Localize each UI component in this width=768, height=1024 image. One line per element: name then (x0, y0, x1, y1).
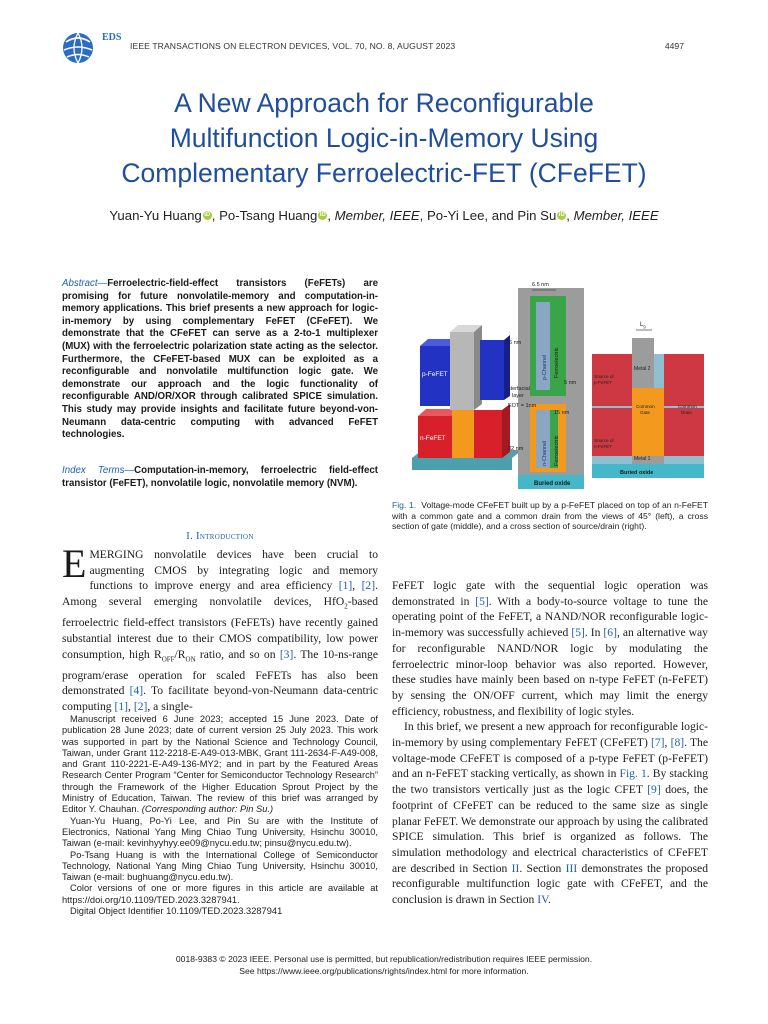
title-line-1: A New Approach for Reconfigurable (174, 88, 594, 118)
copyright-notice (60, 954, 708, 977)
right-column-text (392, 578, 708, 908)
page-number: 4497 (664, 41, 684, 51)
label-common-gate-1: Common (636, 404, 655, 409)
section-link[interactable]: III (565, 861, 578, 875)
dim-6-5nm: 6.5 nm (532, 282, 549, 288)
label-p-fefet: p-FeFET (422, 371, 448, 378)
citation-link[interactable]: [9] (647, 783, 661, 797)
footnote-color-versions: Color versions of one or more figures in this article are available at https://doi.org/10.1109/TED.2023.3287941. (62, 883, 378, 905)
footnote-affiliation-2: Po-Tsang Huang is with the International College of Semiconductor Technology, National Yang Ming Chiao Tung University, Hsinchu 30010, Taiwan (e-mail: bughuang@nycu.edu.tw). (62, 849, 378, 883)
label-ferroelectric-top: Ferroelectric (554, 347, 560, 378)
eds-logo-icon (58, 28, 122, 70)
citation-link[interactable]: [3] (279, 647, 294, 661)
author-4-membership: Member, IEEE (573, 208, 659, 223)
abstract-text: Ferroelectric-field-effect transistors (FeFETs) are promising for future nonvolatile-memory and computation-in-memory applications. This brief presents a new approach for logic-in-memory by using complementary FeFET (CFeFET). We demonstrate that the CFeFET can serve as a 2-to-1 multiplexer (MUX) with the ferroelectric polarization state acting as the selector. Furthermore, the CFeFET-based MUX can be exploited as a reconfigurable and nonvolatile multifunction logic gate. We demonstrate our approach and the logic functionality of reconfigurable AND/OR/XOR through calibrated SPICE simulation. This study may provide insights and facilitate future beyond-von-Neumann data-centric computing with advanced FeFET technologies. (62, 278, 378, 441)
footnote-doi: Digital Object Identifier 10.1109/TED.2023.3287941 (70, 906, 283, 917)
figure-1 (408, 268, 708, 494)
label-source-p-1: Source of (594, 374, 614, 379)
author-3-4: Po-Yi Lee, and Pin Su (427, 208, 557, 223)
dim-46nm: 46 nm (506, 340, 522, 346)
label-interfacial: Interfacial (506, 386, 530, 392)
copyright-line-2: See https://www.ieee.org/publications/rights/index.html for more information. (239, 965, 529, 976)
author-2: Po-Tsang Huang (219, 208, 318, 223)
label-source-n-1: Source of (594, 438, 614, 443)
dim-32nm: 32 nm (508, 446, 524, 452)
title-line-2: Multifunction Logic-in-Memory Using (169, 123, 599, 153)
eds-logo (58, 28, 122, 70)
index-terms-label: Index Terms— (62, 465, 135, 476)
citation-link[interactable]: [6] (603, 626, 617, 640)
citation-link[interactable]: [1] (338, 579, 353, 593)
citation-link[interactable]: [1] (114, 699, 129, 713)
index-terms-text: Computation-in-memory, ferroelectric field-effect transistor (FeFET), nonvolatile logic, nonvolatile memory (NVM). (62, 465, 378, 489)
label-layer: layer (512, 393, 524, 399)
orcid-icon[interactable]: iD (319, 212, 326, 218)
introduction-text: EMERGING nonvolatile devices have been crucial to augmenting CMOS by integrating logic and memory functions to improve energy and area efficiency [1], [2]. Among several emerging nonvolatile devices, HfO$_2$-based ferroelectric field-effect transistors (FeFETs) have recently gained substantial interest due to their CMOS compatibility, low power consumption, high $R_{OFF}/R_{ON}$ ratio, and so on [3]. The 10-ns-range program/erase operation for scaled FeFETs has also been demonstrated [4]. To facilitate beyond-von-Neumann data-centric computing [1], [2], a single- (62, 541, 378, 713)
footnote-affiliation-1: Yuan-Yu Huang, Po-Yi Lee, and Pin Su are with the Institute of Electronics, National Yang Ming Chiao Tung University, Hsinchu 30010, Taiwan (e-mail: kevinhyyhyy.ee09@nycu.edu.tw; pinsu@nycu.edu.tw). (62, 815, 378, 849)
author-2-membership: Member, IEEE (334, 208, 420, 223)
author-list: Yuan-Yu Huang iD , Po-Tsang Huang iD , Member, IEEE, Po-Yi Lee, and Pin Su iD , Member, IEEE (109, 208, 659, 223)
caption-label: Fig. 1. (392, 500, 417, 510)
citation-link[interactable]: [7] (650, 736, 665, 750)
label-buried-oxide-right: Buried oxide (620, 470, 654, 476)
paper-title (60, 86, 708, 191)
citation-link[interactable]: [2] (133, 699, 148, 713)
section-link[interactable]: IV (537, 893, 548, 907)
source-drain-cross-section (592, 322, 704, 478)
label-eot: EOT = 1nm (508, 403, 537, 409)
copyright-line-1: 0018-9383 © 2023 IEEE. Personal use is permitted, but republication/redistribution requires IEEE permission. (175, 954, 593, 964)
label-common-gate-2: Gate (640, 410, 650, 415)
label-common-drain-1: Common (678, 404, 697, 409)
citation-link[interactable]: [5] (571, 626, 585, 640)
gate-cross-section (506, 282, 584, 489)
label-metal-2: Metal 2 (634, 366, 651, 372)
section-heading-introduction: I. Introduction (186, 531, 254, 542)
label-ferroelectric-bottom: Ferroelectric (554, 435, 560, 466)
journal-header: IEEE TRANSACTIONS ON ELECTRON DEVICES, VOL. 70, NO. 8, AUGUST 2023 (130, 41, 456, 51)
orcid-icon[interactable]: iD (204, 212, 211, 218)
footnote (62, 714, 378, 917)
paragraph-1: FeFET logic gate with the sequential logic operation was demonstrated in [5]. With a body-to-source voltage to tune the operating point of the FeFET, a NAND/NOR reconfigurable logic-in-memory was successfully achieved [5]. In [6], an alternative way for reconfigurable NAND/NOR logic by modulating the ferroelectric minor-loop behavior was also reported. However, these studies have mainly been based on n-type FeFET (n-FeFET) by sensing the ON/OFF current, which may limit the energy efficiency, robustness, and flexibility of logic styles. (392, 579, 709, 718)
abstract (62, 278, 378, 442)
label-source-n-2: n-FeFET (594, 444, 613, 449)
cfefet-3d-view (412, 325, 522, 470)
citation-link[interactable]: [8] (670, 736, 685, 750)
label-source-p-2: p-FeFET (594, 380, 613, 385)
figure-1-caption: Fig. 1. Voltage-mode CFeFET built up by a p-FeFET placed on top of an n-FeFET with a common gate and a common drain from the views of 45° (left), a cross section of gate (middle), and a cross section of source/drain (right). (392, 500, 708, 532)
dim-15nm: 15 nm (554, 410, 570, 416)
figure-1-illustration (408, 268, 708, 494)
label-common-drain-2: Drain (681, 410, 692, 415)
index-terms (62, 465, 378, 490)
title-line-3: Complementary Ferroelectric-FET (CFeFET) (121, 158, 647, 188)
section-link[interactable]: II (511, 861, 520, 875)
label-p-channel: p-Channel (542, 354, 548, 380)
abstract-label: Abstract— (62, 278, 108, 289)
logo-letter-e: EDS (102, 32, 122, 43)
paragraph-2: In this brief, we present a new approach for reconfigurable logic-in-memory by using complementary FeFET (CFeFET) [7], [8]. The voltage-mode CFeFET is composed of a p-type FeFET (p-FeFET) and an n-FeFET stacking vertically, as shown in Fig. 1. By stacking the two transistors vertically just as the logic CFET [9] does, the footprint of CFeFET can be reduced to the same size as single planar FeFET. We demonstrate our approach by using the calibrated SPICE simulation. This brief is organized as follows. The simulation methodology and electrical characteristics of CFeFET are described in Section II. Section III demonstrates the proposed reconfigurable multifunction logic gate with CFeFET, and the conclusion is drawn in Section IV. (392, 720, 708, 907)
label-n-fefet: n-FeFET (420, 435, 446, 442)
citation-link[interactable]: [2] (361, 579, 376, 593)
label-buried-oxide: Buried oxide (534, 481, 571, 487)
dropcap: E (62, 541, 87, 586)
label-lg: $L_g$ (640, 322, 646, 329)
orcid-icon[interactable]: iD (558, 212, 565, 218)
dim-5nm: 5 nm (564, 380, 577, 386)
figure-link[interactable]: Fig. 1 (619, 767, 647, 781)
label-n-channel: n-Channel (542, 440, 548, 466)
citation-link[interactable]: [4] (129, 684, 144, 698)
footnote-manuscript: Manuscript received 6 June 2023; accepted 15 June 2023. Date of publication 28 June 2023; date of current version 25 July 2023. This work was supported in part by the National Science and Technology Council, Taiwan, under Grant 112-2218-E-A49-013-MBK, Grant 111-2634-F-A49-008, and Grant 110-2221-E-A49-136-MY2; and in part by the Featured Areas Research Center Program “Center for Semiconductor Technology Research” through the Framework of the Higher Education Sprout Project by the Ministry of Education, Taiwan. The review of this brief was arranged by Editor Y. Chauhan. (Corresponding author: Pin Su.) (62, 714, 378, 815)
citation-link[interactable]: [5] (475, 594, 489, 608)
author-1: Yuan-Yu Huang (109, 208, 202, 223)
label-metal-1: Metal 1 (634, 456, 651, 462)
